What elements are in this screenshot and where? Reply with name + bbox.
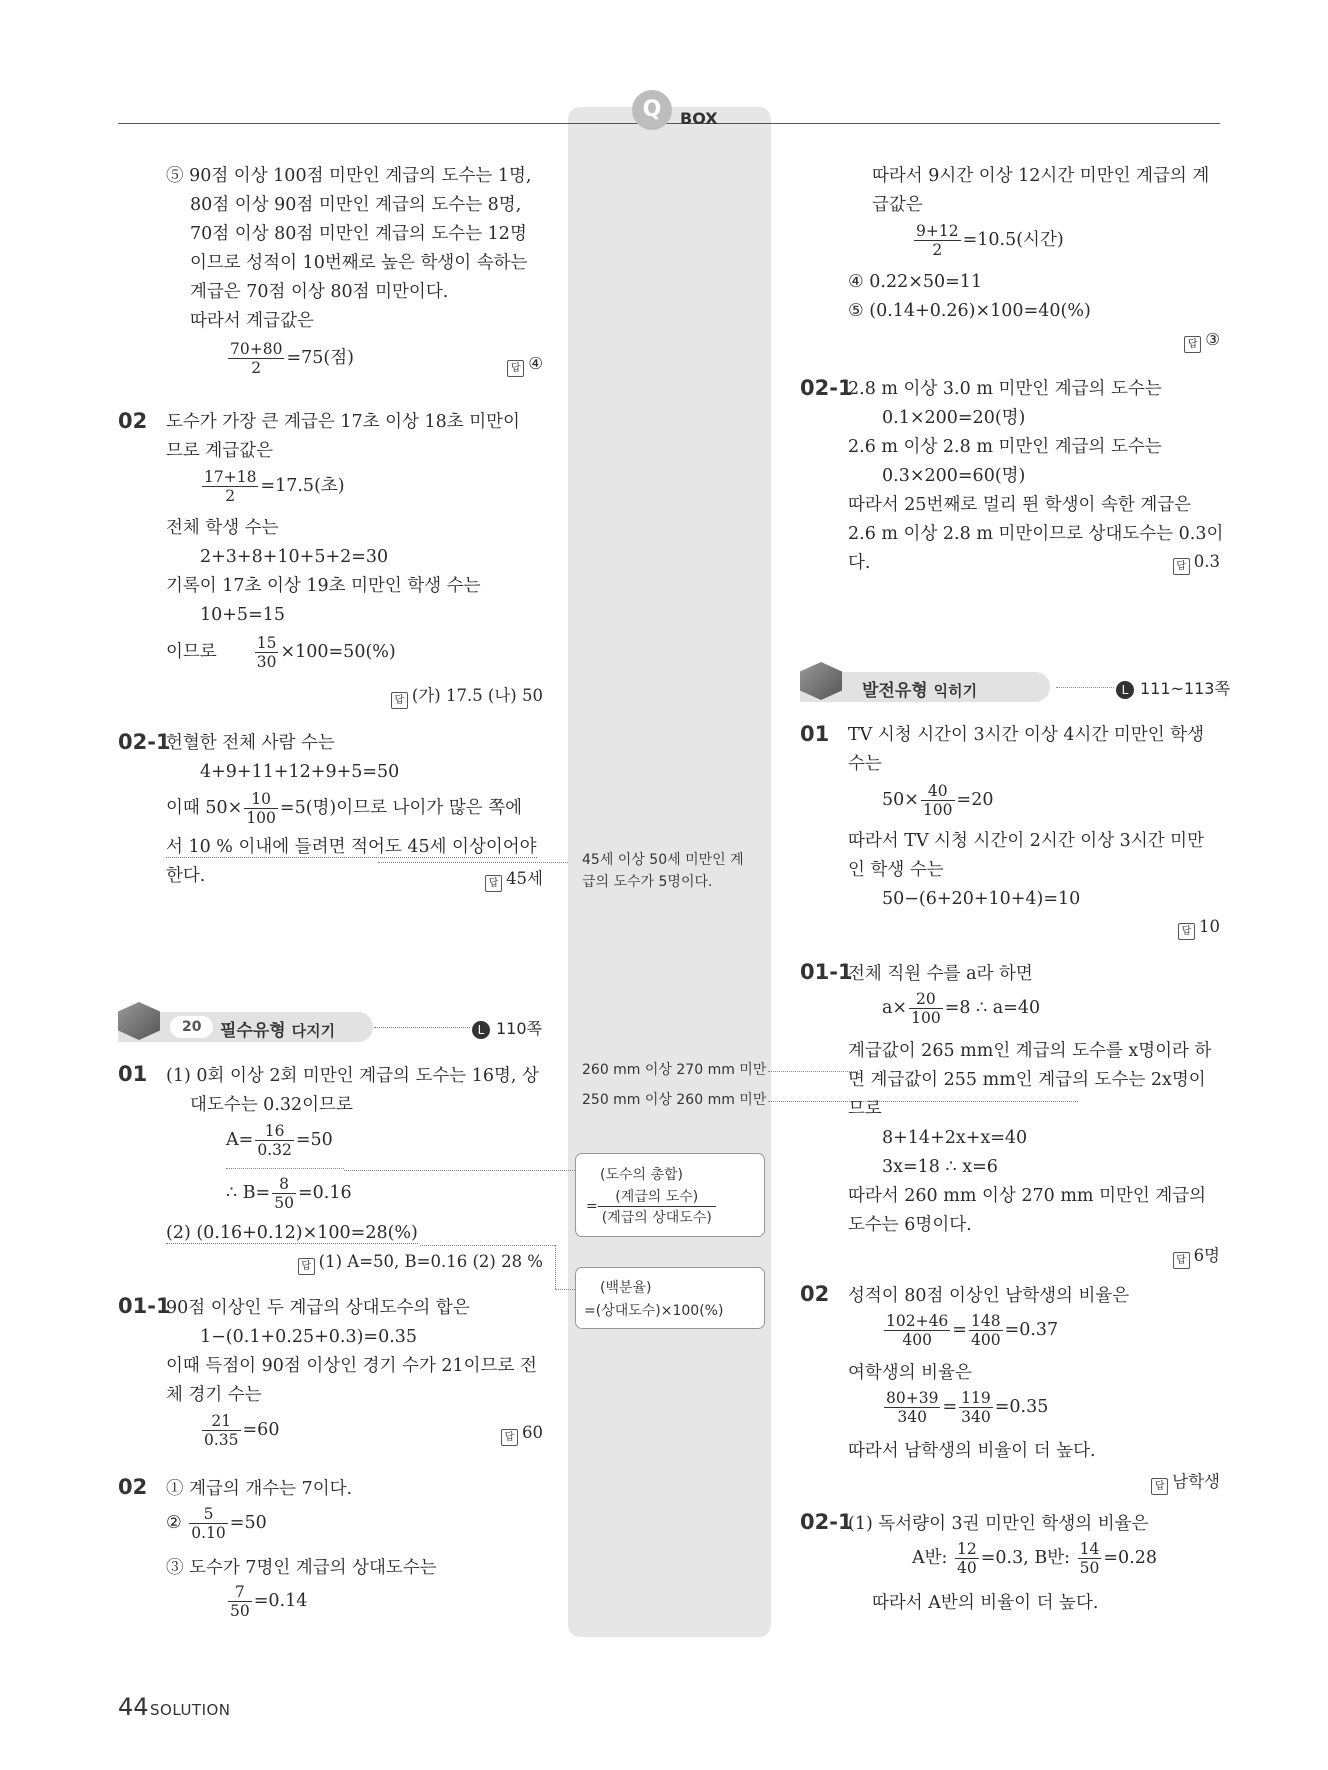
text-line: 따라서 9시간 이상 12시간 미만인 계급의 계 bbox=[872, 166, 1210, 186]
page-number: 44 bbox=[118, 1693, 149, 1721]
text-line: 계급은 70점 이상 80점 미만이다. bbox=[190, 282, 449, 302]
formula: $\frac{80+39}{340}$ = $\frac{119}{340}$ =0.35 bbox=[886, 1389, 1049, 1426]
text-line: 헌혈한 전체 사람 수는 bbox=[166, 733, 335, 753]
text-line: 이때 득점이 90점 이상인 경기 수가 21이므로 전 bbox=[166, 1356, 537, 1376]
problem-number: 01-1 bbox=[118, 1294, 171, 1318]
text-line: 따라서 A반의 비율이 더 높다. bbox=[872, 1593, 1099, 1613]
answer-icon: 답 bbox=[1178, 923, 1195, 940]
answer-icon: 답 bbox=[1173, 558, 1190, 575]
answer-icon: 답 bbox=[391, 692, 408, 709]
text-line: ① 계급의 개수는 7이다. bbox=[166, 1479, 353, 1499]
answer-icon: 답 bbox=[1184, 336, 1201, 353]
lesson-icon: L bbox=[472, 1021, 490, 1039]
text-line: 전체 직원 수를 a라 하면 bbox=[848, 964, 1033, 984]
formula: $\frac{102+46}{400}$ = $\frac{148}{400}$ =0.37 bbox=[886, 1312, 1059, 1349]
answer: 답 (가) 17.5 (나) 50 bbox=[391, 682, 543, 709]
answer: 답 ④ bbox=[507, 354, 543, 377]
formula: ∴ B= $\frac{8}{50}$ =0.16 bbox=[226, 1175, 352, 1212]
text-line: 10+5=15 bbox=[200, 605, 285, 625]
section-page: L 111~113쪽 bbox=[1116, 676, 1230, 699]
problem-number: 02-1 bbox=[800, 1510, 853, 1534]
text-line: 성적이 80점 이상인 남학생의 비율은 bbox=[848, 1286, 1130, 1306]
text-line: 1−(0.1+0.25+0.3)=0.35 bbox=[200, 1327, 418, 1347]
text-line: 인 학생 수는 bbox=[848, 860, 944, 880]
qbox-formula-box: (도수의 총합) = (계급의 도수) (계급의 상대도수) bbox=[575, 1153, 765, 1237]
text-line: 50−(6+20+10+4)=10 bbox=[882, 889, 1081, 909]
answer: 답 남학생 bbox=[1151, 1468, 1220, 1495]
qbox-note: 45세 이상 50세 미만인 계 bbox=[582, 852, 744, 868]
text-line: 2.8 m 이상 3.0 m 미만인 계급의 도수는 bbox=[848, 379, 1162, 399]
section-title: 필수유형 다지기 bbox=[220, 1021, 336, 1041]
problem-number: 02 bbox=[118, 409, 148, 433]
text-line: (1) 독서량이 3권 미만인 학생의 비율은 bbox=[848, 1514, 1149, 1534]
answer: 답 10 bbox=[1178, 917, 1220, 940]
answer: 답 6명 bbox=[1173, 1242, 1220, 1269]
problem-number: 02 bbox=[118, 1475, 148, 1499]
formula: ② $\frac{5}{0.10}$ =50 bbox=[166, 1505, 267, 1542]
text-line: 급값은 bbox=[872, 195, 923, 215]
text-line: 므로 bbox=[848, 1099, 882, 1119]
formula: 이므로 $\frac{15}{30}$ ×100=50(%) bbox=[166, 634, 396, 671]
answer-icon: 답 bbox=[1151, 1478, 1168, 1495]
text-line: 따라서 계급값은 bbox=[190, 311, 314, 331]
text-line: 80점 이상 90점 미만인 계급의 도수는 8명, bbox=[190, 195, 522, 215]
text-line: 90점 이상인 두 계급의 상대도수의 합은 bbox=[166, 1298, 470, 1318]
formula: A= $\frac{16}{0.32}$ =50 bbox=[226, 1122, 333, 1159]
text-line: 2+3+8+10+5+2=30 bbox=[200, 547, 389, 567]
leader-line bbox=[555, 1245, 556, 1289]
problem-number: 02-1 bbox=[800, 376, 853, 400]
leader-line bbox=[768, 1101, 1078, 1102]
text-line: 따라서 25번째로 멀리 뛴 학생이 속한 계급은 bbox=[848, 495, 1192, 515]
leader-line bbox=[1056, 687, 1114, 688]
answer-icon: 답 bbox=[501, 1429, 518, 1446]
leader-line bbox=[768, 1071, 858, 1072]
text-line: 체 경기 수는 bbox=[166, 1385, 262, 1405]
text-line: 한다. bbox=[166, 866, 206, 886]
text-line: 따라서 TV 시청 시간이 2시간 이상 3시간 미만 bbox=[848, 831, 1204, 851]
text-line: (2) (0.16+0.12)×100=28(%) bbox=[166, 1223, 418, 1243]
text-line: 0.3×200=60(명) bbox=[882, 466, 1026, 486]
text-line: 도수는 6명이다. bbox=[848, 1215, 972, 1235]
formula: $\frac{7}{50}$ =0.14 bbox=[230, 1583, 308, 1620]
answer: 답 60 bbox=[501, 1423, 543, 1446]
text-line: 따라서 남학생의 비율이 더 높다. bbox=[848, 1441, 1096, 1461]
footer-label: SOLUTION bbox=[150, 1701, 231, 1719]
answer-icon: 답 bbox=[507, 360, 524, 377]
lesson-icon: L bbox=[1116, 681, 1134, 699]
text-line: ⑤ 90점 이상 100점 미만인 계급의 도수는 1명, bbox=[166, 166, 532, 186]
answer-icon: 답 bbox=[298, 1258, 315, 1275]
formula: $\frac{17+18}{2}$ =17.5(초) bbox=[204, 468, 345, 505]
answer: 답 (1) A=50, B=0.16 (2) 28 % bbox=[298, 1252, 543, 1275]
leader-line bbox=[555, 1289, 575, 1290]
answer: 답 45세 bbox=[485, 865, 543, 892]
text-line: 이므로 성적이 10번째로 높은 학생이 속하는 bbox=[190, 253, 528, 273]
text-line: 0.1×200=20(명) bbox=[882, 408, 1026, 428]
leader-line bbox=[378, 862, 568, 863]
answer: 답 ③ bbox=[1184, 330, 1220, 353]
text-line: TV 시청 시간이 3시간 이상 4시간 미만인 학생 bbox=[848, 725, 1204, 745]
text-line: 서 10 % 이내에 들려면 적어도 45세 이상이어야 bbox=[166, 837, 537, 857]
text-line: 2.6 m 이상 2.8 m 미만이므로 상대도수는 0.3이 bbox=[848, 524, 1224, 544]
qbox-note: 급의 도수가 5명이다. bbox=[582, 874, 713, 890]
text-line: 수는 bbox=[848, 754, 882, 774]
problem-number: 01 bbox=[800, 722, 830, 746]
text-line: (1) 0회 이상 2회 미만인 계급의 도수는 16명, 상 bbox=[166, 1066, 539, 1086]
section-title: 발전유형 익히기 bbox=[862, 681, 978, 701]
text-line: 2.6 m 이상 2.8 m 미만인 계급의 도수는 bbox=[848, 437, 1162, 457]
leader-line bbox=[420, 1245, 555, 1246]
qbox-note: 260 mm 이상 270 mm 미만 bbox=[582, 1062, 767, 1078]
leader-line bbox=[374, 1027, 470, 1028]
formula: $\frac{9+12}{2}$ =10.5(시간) bbox=[916, 222, 1064, 259]
text-line: 도수가 가장 큰 계급은 17초 이상 18초 미만이 bbox=[166, 412, 520, 432]
text-line: 여학생의 비율은 bbox=[848, 1363, 972, 1383]
qbox-formula-box: (백분율) =(상대도수)×100(%) bbox=[575, 1267, 765, 1329]
problem-number: 02 bbox=[800, 1282, 830, 1306]
answer: 답 0.3 bbox=[1173, 552, 1220, 575]
header-rule bbox=[118, 123, 1220, 124]
problem-number: 01-1 bbox=[800, 960, 853, 984]
qbox-label: BOX bbox=[680, 109, 718, 128]
formula: a× $\frac{20}{100}$ =8 ∴ a=40 bbox=[882, 990, 1041, 1027]
formula: A반: $\frac{12}{40}$ =0.3, B반: $\frac{14}{50}$ =0.28 bbox=[912, 1540, 1157, 1577]
text-line: 대도수는 0.32이므로 bbox=[190, 1095, 353, 1115]
answer-icon: 답 bbox=[485, 875, 502, 892]
answer-icon: 답 bbox=[1173, 1252, 1190, 1269]
text-line: ③ 도수가 7명인 계급의 상대도수는 bbox=[166, 1558, 437, 1578]
text-line: 므로 계급값은 bbox=[166, 441, 273, 461]
section-page: L 110쪽 bbox=[472, 1016, 542, 1039]
qbox-note: 250 mm 이상 260 mm 미만 bbox=[582, 1092, 767, 1108]
text-line: 기록이 17초 이상 19초 미만인 학생 수는 bbox=[166, 576, 481, 596]
problem-number: 02-1 bbox=[118, 730, 171, 754]
text-line: 8+14+2x+x=40 bbox=[882, 1128, 1028, 1148]
text-line: 70점 이상 80점 미만인 계급의 도수는 12명 bbox=[190, 224, 527, 244]
formula: $\frac{70+80}{2}$ =75(점) bbox=[230, 340, 354, 377]
text-line: 다. bbox=[848, 553, 871, 573]
text-line: 전체 학생 수는 bbox=[166, 518, 279, 538]
text-line: 4+9+11+12+9+5=50 bbox=[200, 762, 400, 782]
problem-number: 01 bbox=[118, 1062, 148, 1086]
leader-line bbox=[344, 1170, 575, 1171]
qbox-badge: Q bbox=[632, 90, 672, 130]
text-line: ⑤ (0.14+0.26)×100=40(%) bbox=[848, 301, 1091, 321]
text-line: 계급값이 265 mm인 계급의 도수를 x명이라 하 bbox=[848, 1041, 1212, 1061]
formula: 50× $\frac{40}{100}$ =20 bbox=[882, 782, 994, 819]
section-number: 20 bbox=[170, 1016, 213, 1038]
text-line: 3x=18 ∴ x=6 bbox=[882, 1157, 998, 1177]
formula: 이때 50× $\frac{10}{100}$ =5(명)이므로 나이가 많은 쪽에 bbox=[166, 790, 523, 827]
text-line: ④ 0.22×50=11 bbox=[848, 272, 983, 292]
leader-line bbox=[226, 1168, 344, 1169]
formula: $\frac{21}{0.35}$ =60 bbox=[204, 1412, 280, 1449]
text-line: 면 계급값이 255 mm인 계급의 도수는 2x명이 bbox=[848, 1070, 1206, 1090]
text-line: 따라서 260 mm 이상 270 mm 미만인 계급의 bbox=[848, 1186, 1207, 1206]
